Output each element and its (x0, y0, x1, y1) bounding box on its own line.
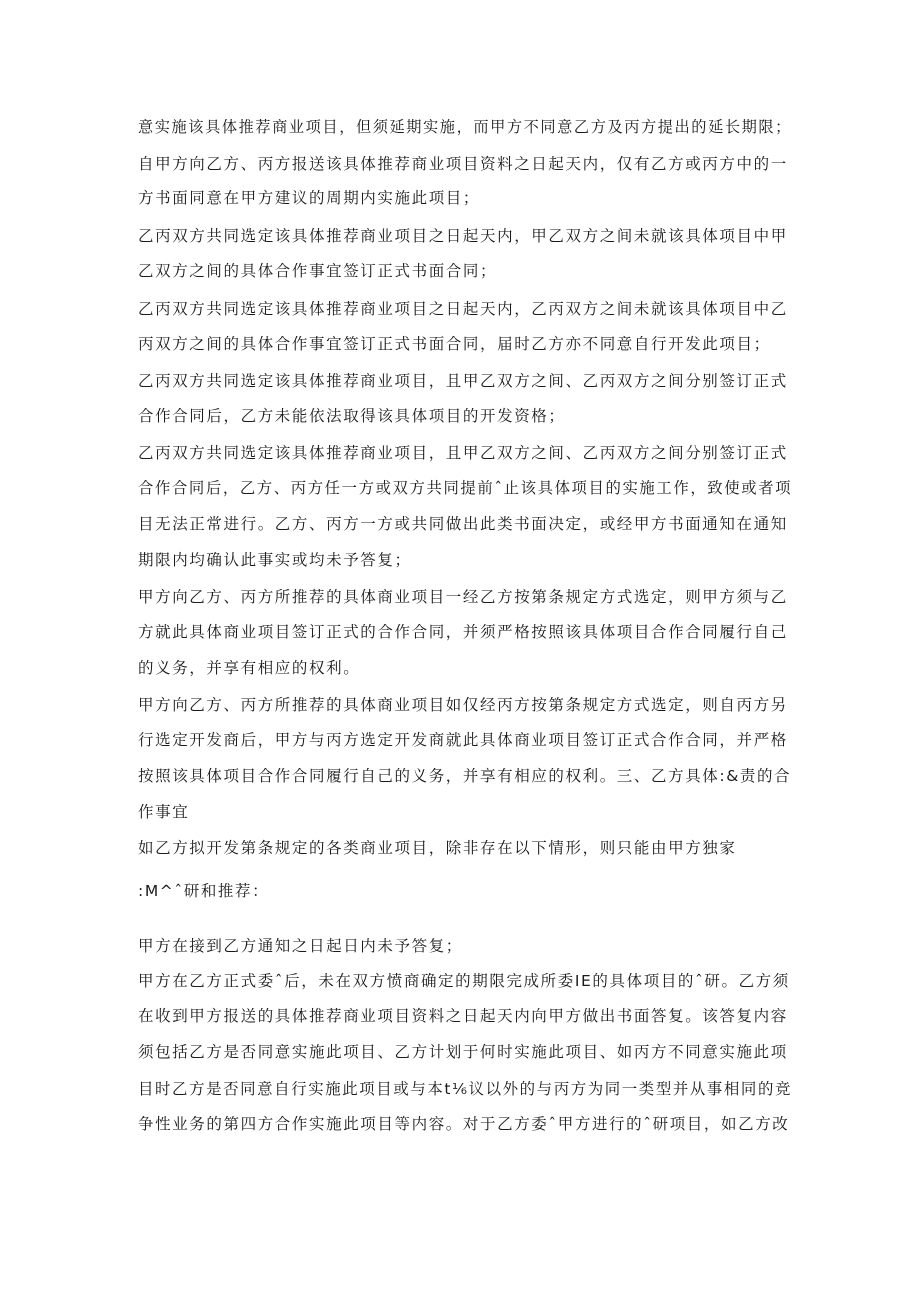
text-line: 乙丙双方共同选定该具体推荐商业项目，且甲乙双方之间、乙丙双方之间分别签订正式 (138, 372, 788, 390)
text-line: 作事宜 (138, 803, 190, 821)
text-line: 行选定开发商后，甲方与丙方选定开发商就此具体商业项目签订正式合作合同，并严格 (138, 731, 788, 749)
text-line: 甲方向乙方、丙方所推荐的具体商业项目如仅经丙方按第条规定方式选定，则自丙方另 (138, 696, 788, 714)
text-line: 争性业务的第四方合作实施此项目等内容。对于乙方委ˆ甲方进行的ˆ研项目，如乙方改 (138, 1115, 790, 1133)
text-line: 乙丙双方共同选定该具体推荐商业项目之日起天内，甲乙双方之间未就该具体项目中甲 (138, 227, 788, 245)
text-line: 目时乙方是否同意自行实施此项目或与本t⅙议以外的与丙方为同一类型并从事相同的竞 (138, 1080, 793, 1098)
text-line: 甲方在乙方正式委ˆ后，未在双方愤商确定的期限完成所委IE的具体项目的ˆ研。乙方须 (138, 972, 790, 990)
text-line: 方书面同意在甲方建议的周期内实施此项目； (138, 189, 481, 207)
text-line: 甲方在接到乙方通知之日起日内未予答复； (138, 937, 463, 955)
text-line: 合作合同后，乙方、丙方任一方或双方共同提前ˆ止该具体项目的实施工作，致使或者项 (138, 479, 793, 497)
text-line: 合作合同后，乙方未能依法取得该具体项目的开发资格； (138, 407, 566, 425)
text-line: :M^ˆ研和推荐： (138, 882, 270, 900)
text-line: 按照该具体项目合作合同履行自己的义务，并享有相应的权利。三、乙方具体:&责的合 (138, 767, 792, 785)
text-line: 方就此具体商业项目签订正式的合作合同，并须严格按照该具体项目合作合同履行自己 (138, 623, 788, 641)
text-line: 期限内均确认此事实或均未予答复； (138, 551, 412, 569)
text-line: 意实施该具体推荐商业项目，但须延期实施，而甲方不同意乙方及丙方提出的延长期限； (138, 118, 792, 136)
text-line: 甲方向乙方、丙方所推荐的具体商业项目一经乙方按第条规定方式选定，则甲方须与乙 (138, 588, 788, 606)
text-line: 乙丙双方共同选定该具体推荐商业项目之日起天内，乙丙双方之间未就该具体项目中乙 (138, 300, 788, 318)
text-line: 的义务，并享有相应的权利。 (138, 659, 361, 677)
text-line: 乙丙双方共同选定该具体推荐商业项目，且甲乙双方之间、乙丙双方之间分别签订正式 (138, 444, 788, 462)
text-line: 目无法正常进行。乙方、丙方一方或共同做出此类书面决定，或经甲方书面通知在通知 (138, 515, 788, 533)
text-line: 须包括乙方是否同意实施此项目、乙方计划于何时实施此项目、如丙方不同意实施此项 (138, 1043, 788, 1061)
text-line: 乙双方之间的具体合作事宜签订正式书面合同； (138, 262, 498, 280)
text-line: 如乙方拟开发第条规定的各类商业项目，除非存在以下情形，则只能由甲方独家 (138, 839, 737, 857)
text-line: 自甲方向乙方、丙方报送该具体推荐商业项目资料之日起天内，仅有乙方或丙方中的一 (138, 155, 788, 173)
text-line: 丙双方之间的具体合作事宜签订正式书面合同，届时乙方亦不同意自行开发此项目； (138, 335, 771, 353)
text-line: 在收到甲方报送的具体推荐商业项目资料之日起天内向甲方做出书面答复。该答复内容 (138, 1007, 788, 1025)
